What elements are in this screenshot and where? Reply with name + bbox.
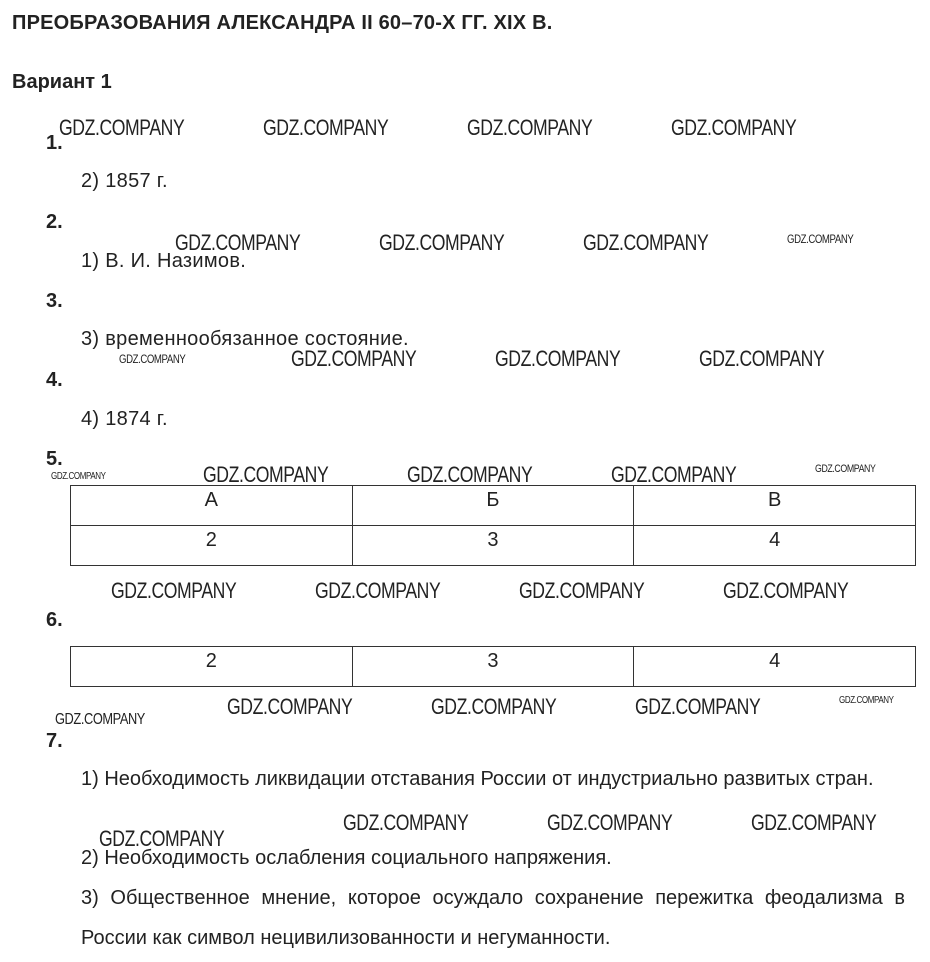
table-row <box>71 647 916 687</box>
table-header-row <box>71 486 916 526</box>
question-number-6: 6. <box>46 609 63 631</box>
table-cell: 2 <box>71 526 353 566</box>
table-cell: 4 <box>634 526 916 566</box>
page-title: ПРЕОБРАЗОВАНИЯ АЛЕКСАНДРА II 60–70-Х ГГ. XIX В. <box>12 12 553 34</box>
watermark: GDZ.COMPANY <box>119 352 186 366</box>
watermark: GDZ.COMPANY <box>99 826 225 851</box>
watermark: GDZ.COMPANY <box>839 695 894 706</box>
table-header-cell-a: А <box>71 486 353 526</box>
question-number-7: 7. <box>46 730 63 752</box>
answer-7-paragraph-2: 2) Необходимость ослабления социального напряжения. <box>81 847 612 869</box>
watermark: GDZ.COMPANY <box>291 346 417 371</box>
answer-1: 2) 1857 г. <box>81 170 168 192</box>
table-cell: 3 <box>352 647 634 687</box>
answer-3: 3) временнообязанное состояние. <box>81 328 409 350</box>
question-number-3: 3. <box>46 290 63 312</box>
watermark: GDZ.COMPANY <box>635 694 761 719</box>
watermark: GDZ.COMPANY <box>407 462 533 487</box>
watermark: GDZ.COMPANY <box>751 810 877 835</box>
watermark: GDZ.COMPANY <box>203 462 329 487</box>
watermark: GDZ.COMPANY <box>175 230 301 255</box>
answer-7-paragraph-1: 1) Необходимость ликвидации отставания России от индустриально развитых стран. <box>81 768 874 790</box>
answer-table-5 <box>70 485 916 566</box>
answer-7-paragraph-3: 3) Общественное мнение, которое осуждало сохранение пережитка феодализма в России как символ нецивилизованности и негуманности. <box>81 887 905 949</box>
watermark: GDZ.COMPANY <box>815 463 876 475</box>
answer-4: 4) 1874 г. <box>81 408 168 430</box>
watermark: GDZ.COMPANY <box>379 230 505 255</box>
watermark: GDZ.COMPANY <box>547 810 673 835</box>
watermark: GDZ.COMPANY <box>111 578 237 603</box>
watermark: GDZ.COMPANY <box>723 578 849 603</box>
table-cell: 2 <box>71 647 353 687</box>
watermark: GDZ.COMPANY <box>495 346 621 371</box>
table-header-cell-b: Б <box>352 486 634 526</box>
watermark: GDZ.COMPANY <box>227 694 353 719</box>
question-number-2: 2. <box>46 211 63 233</box>
question-number-4: 4. <box>46 369 63 391</box>
table-header-cell-v: В <box>634 486 916 526</box>
watermark: GDZ.COMPANY <box>315 578 441 603</box>
answer-2: 1) В. И. Назимов. <box>81 250 247 272</box>
watermark: GDZ.COMPANY <box>519 578 645 603</box>
watermark: GDZ.COMPANY <box>59 115 185 140</box>
watermark: GDZ.COMPANY <box>671 115 797 140</box>
table-cell: 3 <box>352 526 634 566</box>
answer-table-6 <box>70 646 916 687</box>
watermark: GDZ.COMPANY <box>263 115 389 140</box>
watermark: GDZ.COMPANY <box>699 346 825 371</box>
question-number-5: 5. <box>46 448 63 470</box>
watermark: GDZ.COMPANY <box>343 810 469 835</box>
question-number-1: 1. <box>46 132 63 154</box>
table-cell: 4 <box>634 647 916 687</box>
watermark: GDZ.COMPANY <box>55 711 145 728</box>
watermark: GDZ.COMPANY <box>787 232 854 246</box>
table-row <box>71 526 916 566</box>
watermark: GDZ.COMPANY <box>431 694 557 719</box>
watermark: GDZ.COMPANY <box>583 230 709 255</box>
variant-heading: Вариант 1 <box>12 71 112 93</box>
watermark: GDZ.COMPANY <box>611 462 737 487</box>
watermark: GDZ.COMPANY <box>51 471 106 482</box>
watermark: GDZ.COMPANY <box>467 115 593 140</box>
